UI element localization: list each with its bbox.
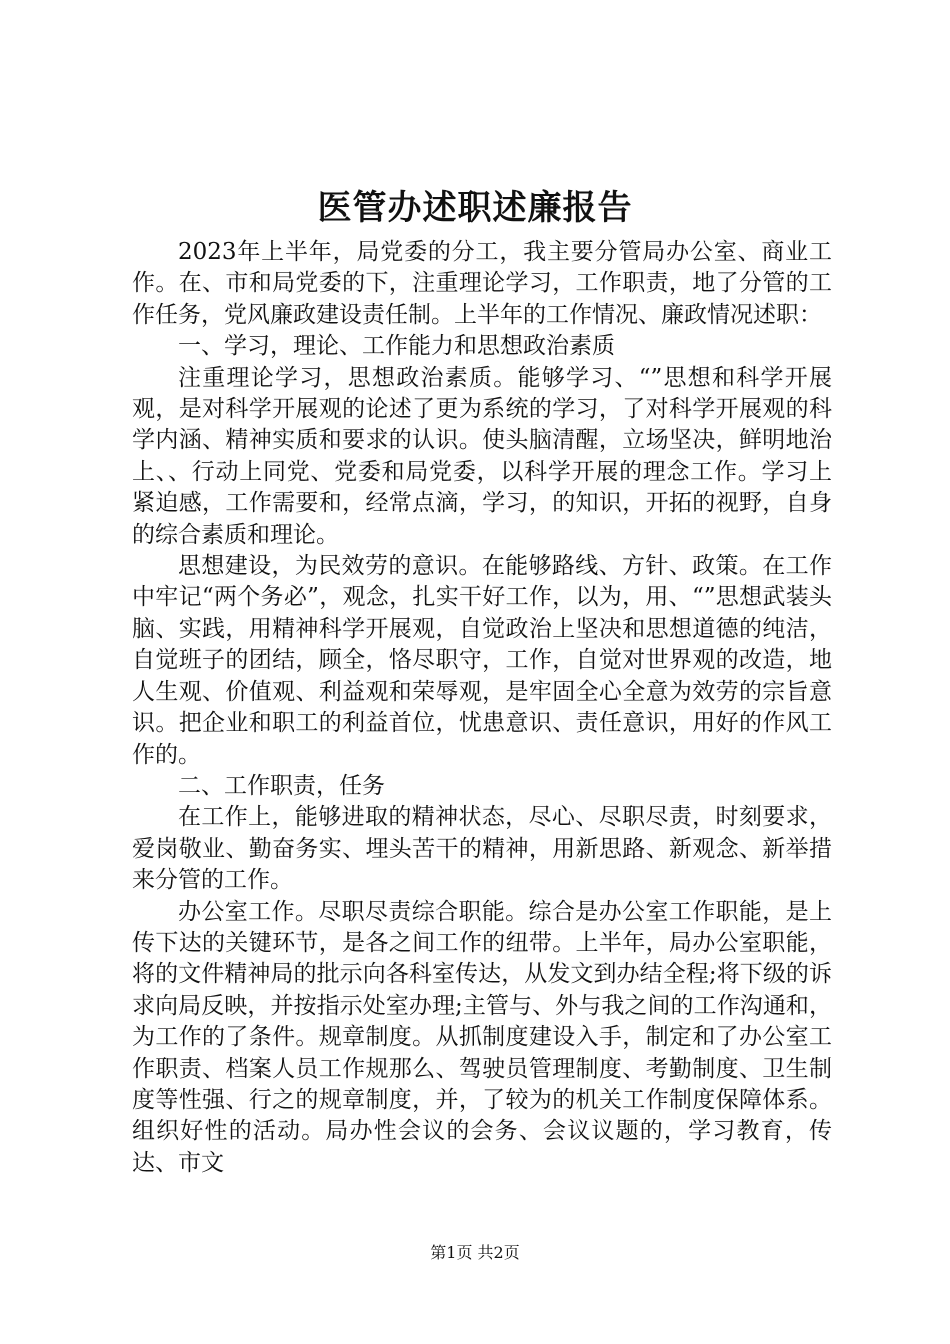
document-body — [132, 237, 832, 1179]
section-heading-2: 二、工作职责，任务 — [178, 772, 385, 799]
page-title: 医管办述职述廉报告 — [317, 188, 633, 228]
paragraph-ideology: 思想建设，为民效劳的意识。在能够路线、方针、政策。在工作中牢记“两个务必”，观念，扎实干好工作，以为，用、“”思想武装头脑、实践，用精神科学开展观，自觉政治上坚决和思想道德的纯洁，自觉班子的团结，顾全，恪尽职守，工作，自觉对世界观的改造，地人生观、价值观、利益观和荣辱观，是牢固全心全意为效劳的宗旨意识。把企业和职工的利益首位，忧患意识、责任意识，用好的作风工作的。 — [132, 553, 832, 768]
paragraph-office-work: 办公室工作。尽职尽责综合职能。综合是办公室工作职能，是上传下达的关键环节，是各之间工作的纽带。上半年，局办公室职能，将的文件精神局的批示向各科室传达，从发文到办结全程;将下级的诉求向局反映，并按指示处室办理;主管与、外与我之间的工作沟通和，为工作的了条件。规章制度。从抓制度建设入手，制定和了办公室工作职责、档案人员工作规那么、驾驶员管理制度、考勤制度、卫生制度等性强、行之的规章制度，并，了较为的机关工作制度保障体系。组织好性的活动。局办性会议的会务、会议议题的，学习教育，传达、市文 — [132, 898, 832, 1176]
section-heading-1: 一、学习，理论、工作能力和思想政治素质 — [178, 333, 615, 360]
paragraph-intro: 2023年上半年，局党委的分工，我主要分管局办公室、商业工作。在、市和局党委的下，注重理论学习，工作职责，地了分管的工作任务，党风廉政建设责任制。上半年的工作情况、廉政情况述职： — [132, 239, 832, 328]
paragraph-work-attitude: 在工作上，能够进取的精神状态，尽心、尽职尽责，时刻要求，爱岗敬业、勤奋务实、埋头苦干的精神，用新思路、新观念、新举措来分管的工作。 — [132, 804, 832, 894]
page-number-footer: 第1页 共2页 — [430, 1243, 520, 1262]
paragraph-study: 注重理论学习，思想政治素质。能够学习、“”思想和科学开展观，是对科学开展观的论述了更为系统的学习，了对科学开展观的科学内涵、精神实质和要求的认识。使头脑清醒，立场坚决，鲜明地治上、、行动上同党、党委和局党委，以科学开展的理念工作。学习上紧迫感，工作需要和，经常点滴，学习，的知识，开拓的视野，自身的综合素质和理论。 — [132, 364, 832, 548]
